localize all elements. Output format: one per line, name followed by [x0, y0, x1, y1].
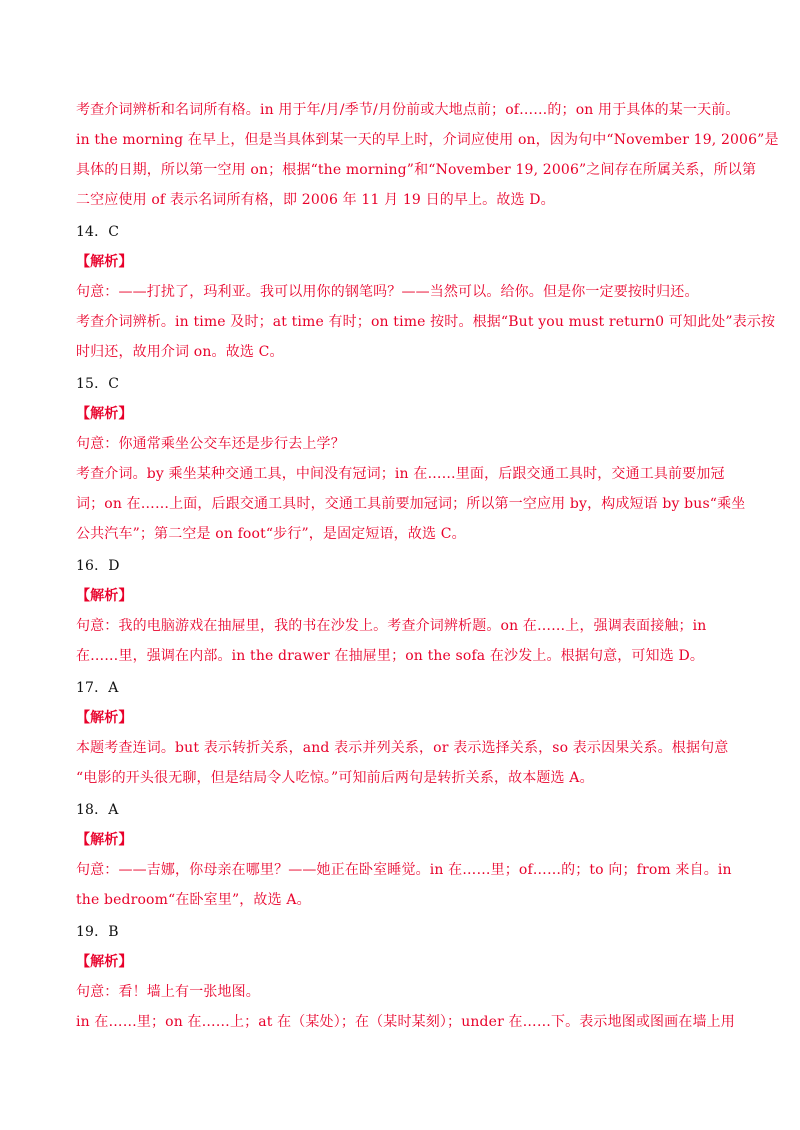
- text-line: in 在……里；on 在……上；at 在（某处）；在（某时某刻）；under 在……下。表示地图或图画在墙上用: [76, 1014, 735, 1030]
- text-line: 句意：——吉娜，你母亲在哪里？——她正在卧室睡觉。in 在……里；of……的；to 向；from 来自。in: [76, 862, 732, 878]
- text-line: 本题考查连词。but 表示转折关系，and 表示并列关系，or 表示选择关系，so 表示因果关系。根据句意: [76, 740, 729, 756]
- text-line: 具体的日期，所以第一空用 on；根据“the morning”和“November 19, 2006”之间存在所属关系，所以第: [76, 162, 757, 178]
- text-line: the bedroom“在卧室里”，故选 A。: [76, 892, 311, 908]
- question-number: 15．C: [76, 376, 120, 392]
- text-line: 考查介词辨析。in time 及时；at time 有时；on time 按时。根据“But you must return0 可知此处”表示按: [76, 314, 776, 330]
- question-number: 14．C: [76, 224, 120, 240]
- analysis-heading: 【解析】: [76, 710, 133, 726]
- question-number: 17．A: [76, 680, 119, 696]
- analysis-heading: 【解析】: [76, 954, 133, 970]
- analysis-heading: 【解析】: [76, 406, 133, 422]
- text-line: “电影的开头很无聊，但是结局令人吃惊。”可知前后两句是转折关系，故本题选 A。: [76, 770, 594, 786]
- text-line: 二空应使用 of 表示名词所有格，即 2006 年 11 月 19 日的早上。故选 D。: [76, 192, 555, 208]
- question-number: 16．D: [76, 558, 120, 574]
- analysis-heading: 【解析】: [76, 588, 133, 604]
- text-line: 考查介词辨析和名词所有格。in 用于年/月/季节/月份前或大地点前；of……的；on 用于具体的某一天前。: [76, 102, 740, 118]
- analysis-heading: 【解析】: [76, 832, 133, 848]
- analysis-heading: 【解析】: [76, 254, 133, 270]
- text-line: 句意：——打扰了，玛利亚。我可以用你的钢笔吗？——当然可以。给你。但是你一定要按时归还。: [76, 284, 699, 300]
- question-number: 18．A: [76, 802, 119, 818]
- text-line: 时归还，故用介词 on。故选 C。: [76, 344, 284, 360]
- text-line: 公共汽车”；第二空是 on foot“步行”，是固定短语，故选 C。: [76, 526, 466, 542]
- text-line: 词；on 在……上面，后跟交通工具时，交通工具前要加冠词；所以第一空应用 by，构成短语 by bus“乘坐: [76, 496, 746, 512]
- question-number: 19．B: [76, 924, 119, 940]
- text-line: 句意：看！墙上有一张地图。: [76, 984, 260, 1000]
- text-line: 考查介词。by 乘坐某种交通工具，中间没有冠词；in 在……里面，后跟交通工具时，交通工具前要加冠: [76, 466, 725, 482]
- text-line: in the morning 在早上，但是当具体到某一天的早上时，介词应使用 on，因为句中“November 19, 2006”是: [76, 132, 779, 148]
- text-line: 句意：你通常乘坐公交车还是步行去上学？: [76, 436, 345, 452]
- text-line: 句意：我的电脑游戏在抽屉里，我的书在沙发上。考查介词辨析题。on 在……上，强调表面接触；in: [76, 618, 707, 634]
- text-line: 在……里，强调在内部。in the drawer 在抽屉里；on the sofa 在沙发上。根据句意，可知选 D。: [76, 648, 704, 664]
